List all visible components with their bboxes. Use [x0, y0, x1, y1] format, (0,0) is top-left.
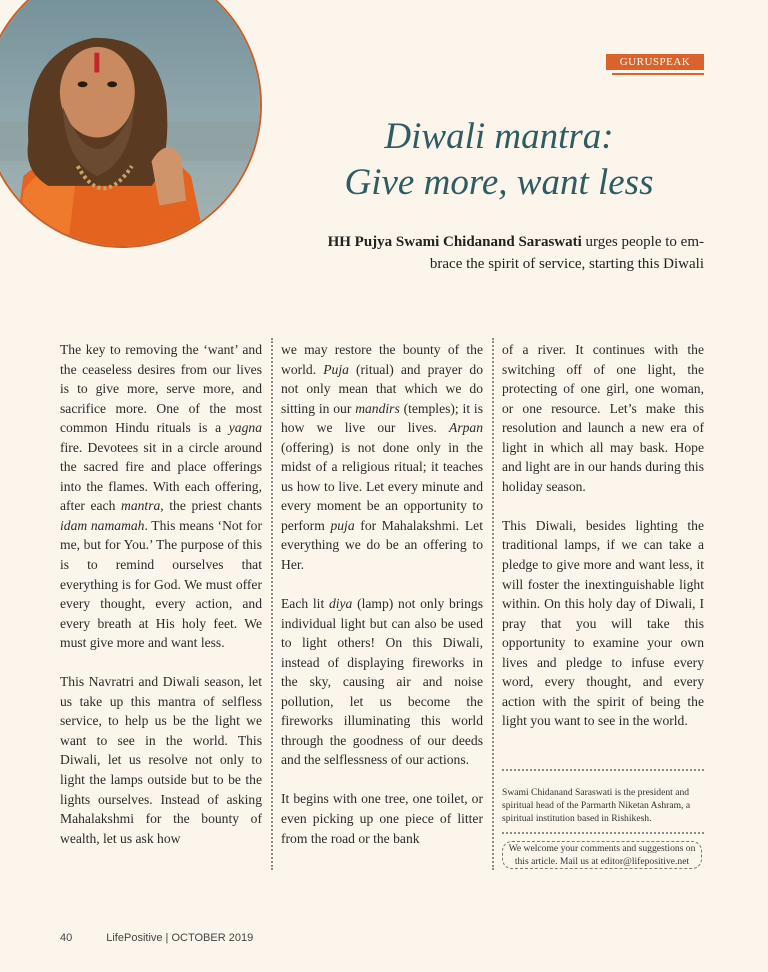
text-run: It begins with one tree, one toilet, or even picking up one piece of litter from the road or the bank — [281, 791, 483, 846]
paragraph — [281, 594, 483, 770]
page-footer — [60, 932, 253, 944]
paragraph — [281, 789, 483, 848]
feedback-note-line-1: We welcome your comments and suggestions on — [508, 843, 696, 854]
section-tag: GURUSPEAK — [606, 54, 704, 70]
title-line-2: Give more, want less — [344, 162, 654, 203]
feedback-note — [502, 841, 702, 869]
text-run: The key to removing the ‘want’ and the ceaseless desires from our lives is to give more, serve more, and sacrifice more. One of the most common Hindu rituals is a — [60, 342, 262, 436]
article-title — [300, 114, 698, 206]
column-divider — [271, 338, 273, 870]
text-run: (offering) is not done only in the midst of a religious ritual; it teaches us how to live. Let every minute and every moment be an opportunity to perform — [281, 439, 483, 533]
text-run: (lamp) not only brings individual light but can also be used to light others! On this Diwali, instead of displaying fireworks in the sky, causing air and noise pollution, let us become the fireworks illuminating this world through the goodness of our deeds and the selflessness of our actions. — [281, 596, 484, 768]
text-run: This Diwali, besides lighting the traditional lamps, if we can take a pledge to give more and want less, it will foster the inextinguishable light within. On this holy day of Diwali, I pray that you will take this opportunity to examine your own lives and pledge to infuse every word, every thought, and every action with the spirit of being the light you want to see in the world. — [502, 517, 704, 729]
paragraph — [60, 340, 262, 653]
article-dek — [270, 231, 704, 275]
text-run: (ritual) and prayer do not only mean that which we do sitting in our — [281, 361, 483, 416]
article-column-1 — [60, 340, 262, 848]
article-column-3 — [502, 340, 704, 731]
text-run: fire. Devotees sit in a circle around the sacred fire and place offerings into the flames. With each offering, after each — [60, 439, 262, 514]
italic-term: Arpan — [449, 420, 483, 436]
author-name: HH Pujya Swami Chidanand Saraswati — [327, 234, 582, 250]
italic-term: yagna — [228, 420, 262, 436]
column-divider — [492, 338, 494, 870]
feedback-note-line-2: this article. Mail us at editor@lifepositive.net — [514, 855, 690, 867]
paragraph — [281, 340, 483, 575]
page-number: 40 — [60, 932, 73, 944]
section-tag-underline — [612, 73, 704, 75]
dek-line-1-rest: urges people to em- — [581, 234, 704, 250]
text-run: . This means ‘Not for me, but for You.’ The purpose of this is to remind ourselves that everything is for God. We must offer every thought, every action, and every breath at His holy feet. We must give more and want less. — [60, 517, 262, 651]
italic-term: mandirs — [355, 400, 400, 416]
bio-divider-top — [502, 769, 704, 771]
text-run: (temples); it is how we live our lives. — [281, 400, 483, 436]
title-line-1: Diwali mantra: — [384, 116, 614, 157]
author-photo — [0, 0, 262, 248]
magazine-issue: LifePositive | OCTOBER 2019 — [106, 932, 254, 944]
article-column-2 — [281, 340, 483, 848]
swami-portrait-image — [0, 0, 260, 246]
italic-term: Puja — [323, 361, 349, 377]
dek-line-2: brace the spirit of service, starting this Diwali — [429, 256, 704, 272]
italic-term: puja — [330, 517, 355, 533]
text-run: of a river. It continues with the switching off of one light, the protecting of one girl, one woman, or one resource. Let’s make this resolution and launch a new era of light in which all may bask. Hope and light are in our hands during this holiday season. — [502, 342, 704, 494]
bio-divider-bottom — [502, 832, 704, 834]
italic-term: diya — [328, 596, 353, 612]
italic-term: idam namamah — [60, 517, 145, 533]
paragraph — [60, 672, 262, 848]
dek-line-1 — [270, 231, 704, 253]
text-run: for Mahalakshmi. Let everything we do be an offering to Her. — [281, 517, 483, 573]
italic-term: mantra — [121, 498, 161, 514]
text-run: Each lit — [281, 596, 329, 612]
text-run: , the priest chants — [160, 498, 263, 514]
paragraph — [502, 340, 704, 496]
text-run: we may restore the bounty of the world. — [281, 342, 483, 377]
paragraph — [502, 516, 704, 731]
author-bio: Swami Chidanand Saraswati is the president and spiritual head of the Parmarth Niketan Ashram, a spiritual institution based in Rishikesh. — [502, 787, 691, 825]
text-run: This Navratri and Diwali season, let us take up this mantra of selfless service, to help us be the light we want to see in the world. This Diwali, let us resolve not only to light the lamps outside but to be the lights ourselves. Instead of asking Mahalakshmi for the bounty of wealth, let us ask how — [60, 674, 262, 846]
